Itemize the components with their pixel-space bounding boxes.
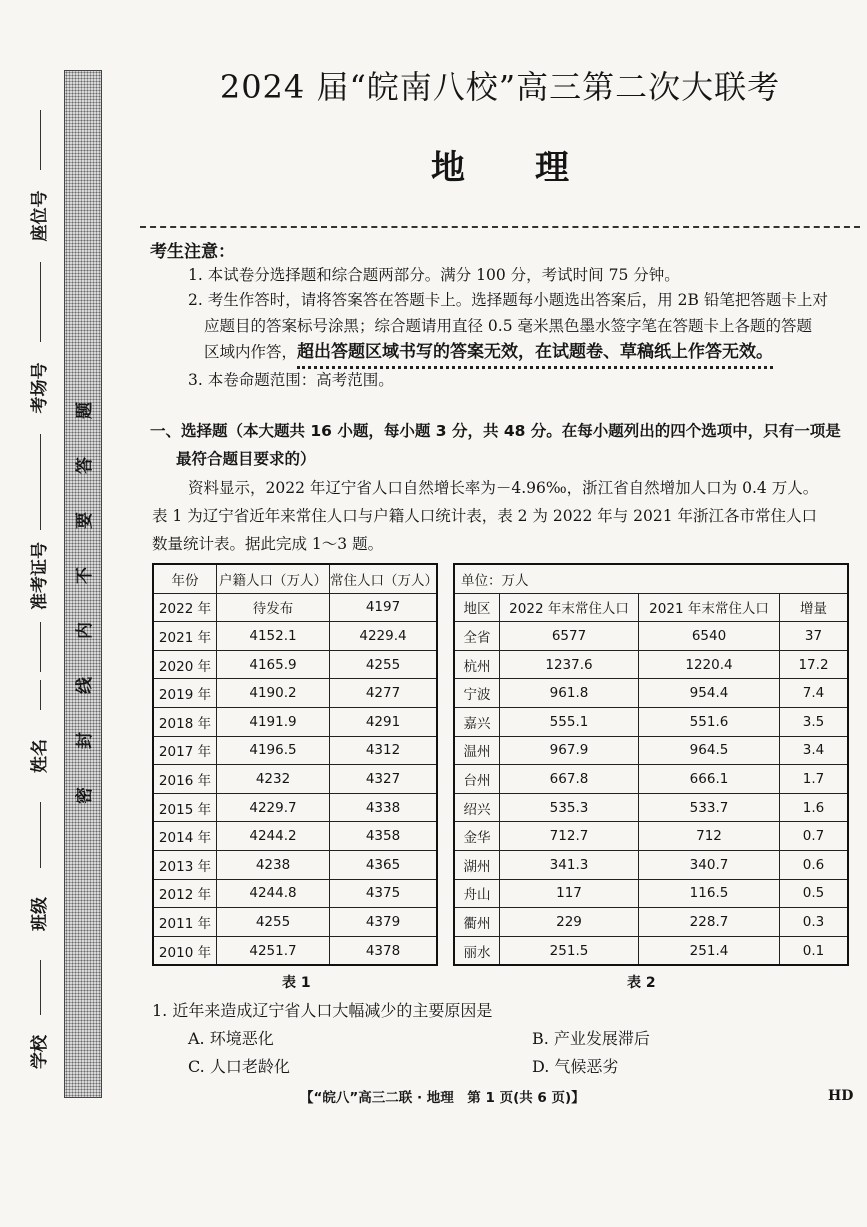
table-cell: 6540 <box>639 622 780 651</box>
table-header: 户籍人口（万人） <box>217 564 330 593</box>
table-cell: 4327 <box>330 765 438 794</box>
table-row <box>153 679 437 708</box>
paper-code: HD <box>828 1088 854 1104</box>
table-cell: 4291 <box>330 707 438 736</box>
table-cell: 温州 <box>454 736 500 765</box>
table-cell: 台州 <box>454 765 500 794</box>
page-footer: 【“皖八”高三二联 · 地理 第 1 页(共 6 页)】 <box>300 1090 585 1106</box>
table-row <box>454 736 848 765</box>
table-cell: 667.8 <box>500 765 639 794</box>
exam-room-label: 考场号 <box>30 362 50 414</box>
table-1 <box>152 563 438 966</box>
table-cell: 杭州 <box>454 650 500 679</box>
table-cell: 4312 <box>330 736 438 765</box>
table-cell: 0.7 <box>780 822 849 851</box>
notice-item-1: 1. 本试卷分选择题和综合题两部分。满分 100 分，考试时间 75 分钟。 <box>188 266 680 284</box>
table-header-row <box>153 564 437 593</box>
table-cell: 3.4 <box>780 736 849 765</box>
table-row <box>153 650 437 679</box>
table-row <box>454 622 848 651</box>
table-1-caption: 表 1 <box>282 975 311 991</box>
class-label: 班级 <box>30 897 50 931</box>
table-cell: 4232 <box>217 765 330 794</box>
table-cell: 17.2 <box>780 650 849 679</box>
table-cell: 341.3 <box>500 850 639 879</box>
table-header: 常住人口（万人） <box>330 564 438 593</box>
exam-title: 2024 届“皖南八校”高三第二次大联考 <box>219 68 781 106</box>
option-a[interactable]: A. 环境恶化 <box>188 1029 274 1048</box>
table-row <box>153 879 437 908</box>
table-cell: 衢州 <box>454 908 500 937</box>
table-row <box>454 822 848 851</box>
school-field[interactable] <box>18 1002 62 1098</box>
option-c[interactable]: C. 人口老龄化 <box>188 1057 290 1076</box>
table-cell: 4358 <box>330 822 438 851</box>
table-row <box>153 593 437 622</box>
material-line-2: 表 1 为辽宁省近年来常住人口与户籍人口统计表，表 2 为 2022 年与 2021 年浙江各市常住人口 <box>152 507 818 525</box>
table-cell: 4255 <box>330 650 438 679</box>
seal-char: 要 <box>74 512 95 529</box>
table-row <box>454 707 848 736</box>
table-cell: 228.7 <box>639 908 780 937</box>
notice-item-2-line-1: 2. 考生作答时，请将答案答在答题卡上。选择题每小题选出答案后，用 2B 铅笔把答题卡上对 <box>188 291 828 309</box>
table-row <box>153 765 437 794</box>
table-row <box>454 650 848 679</box>
table-cell: 961.8 <box>500 679 639 708</box>
table-header-row <box>454 593 848 622</box>
table-cell: 2013 年 <box>153 850 217 879</box>
table-cell: 0.3 <box>780 908 849 937</box>
table-cell: 535.3 <box>500 793 639 822</box>
table-cell: 117 <box>500 879 639 908</box>
table-row <box>153 707 437 736</box>
table-cell: 3.5 <box>780 707 849 736</box>
table-cell: 251.4 <box>639 936 780 965</box>
material-line-1: 资料显示，2022 年辽宁省人口自然增长率为－4.96‰，浙江省自然增加人口为 0.4 万人。 <box>188 479 819 497</box>
dashed-divider <box>140 226 860 228</box>
seal-char: 不 <box>74 567 95 584</box>
table-cell: 0.5 <box>780 879 849 908</box>
school-label: 学校 <box>30 1035 50 1069</box>
table-cell: 2020 年 <box>153 650 217 679</box>
table-row <box>454 879 848 908</box>
seal-char: 密 <box>74 787 95 804</box>
table-cell: 2022 年 <box>153 593 217 622</box>
table-cell: 嘉兴 <box>454 707 500 736</box>
table-row <box>454 908 848 937</box>
name-label: 姓名 <box>30 739 50 773</box>
table-cell: 2011 年 <box>153 908 217 937</box>
table-row <box>153 736 437 765</box>
table-cell: 2014 年 <box>153 822 217 851</box>
seal-char: 线 <box>74 677 95 694</box>
seal-char: 内 <box>74 622 95 639</box>
table-cell: 4196.5 <box>217 736 330 765</box>
table-header: 地区 <box>454 593 500 622</box>
notice-emphasis: 超出答题区域书写的答案无效，在试题卷、草稿纸上作答无效。 <box>297 342 773 369</box>
table-cell: 555.1 <box>500 707 639 736</box>
ticket-label: 准考证号 <box>30 542 50 610</box>
table-1-body <box>153 593 437 965</box>
table-cell: 待发布 <box>217 593 330 622</box>
table-row <box>153 793 437 822</box>
notice-item-2-line-3-a: 区域内作答， <box>204 343 298 361</box>
section-heading-line-2: 最符合题目要求的） <box>176 450 316 468</box>
table-cell: 37 <box>780 622 849 651</box>
table-row <box>153 822 437 851</box>
table-cell: 954.4 <box>639 679 780 708</box>
seal-char: 答 <box>74 457 95 474</box>
table-cell: 551.6 <box>639 707 780 736</box>
table-2-caption: 表 2 <box>627 975 656 991</box>
class-field[interactable] <box>18 838 62 1015</box>
seal-char: 题 <box>74 402 95 419</box>
notice-heading: 考生注意： <box>150 242 235 262</box>
material-line-3: 数量统计表。据此完成 1～3 题。 <box>152 535 384 553</box>
table-cell: 4197 <box>330 593 438 622</box>
table-cell: 4190.2 <box>217 679 330 708</box>
subject-title: 地理 <box>431 148 639 188</box>
table-cell: 0.1 <box>780 936 849 965</box>
table-cell: 251.5 <box>500 936 639 965</box>
table-header: 增量 <box>780 593 849 622</box>
section-heading-line-1: 一、选择题（本大题共 16 小题，每小题 3 分，共 48 分。在每小题列出的四个选项中，只有一项是 <box>150 422 841 440</box>
table-cell: 4191.9 <box>217 707 330 736</box>
table-cell: 2021 年 <box>153 622 217 651</box>
table-cell: 2017 年 <box>153 736 217 765</box>
table-header: 2021 年末常住人口 <box>639 593 780 622</box>
table-cell: 舟山 <box>454 879 500 908</box>
table-cell: 116.5 <box>639 879 780 908</box>
table-cell: 2015 年 <box>153 793 217 822</box>
table-cell: 0.6 <box>780 850 849 879</box>
table-cell: 宁波 <box>454 679 500 708</box>
table-row <box>454 936 848 965</box>
table-row <box>454 850 848 879</box>
name-field[interactable] <box>18 680 62 847</box>
table-cell: 4365 <box>330 850 438 879</box>
table-cell: 湖州 <box>454 850 500 879</box>
table-cell: 4229.7 <box>217 793 330 822</box>
table-cell: 4238 <box>217 850 330 879</box>
exam-room-field[interactable] <box>18 300 62 474</box>
table-2-body <box>454 622 848 966</box>
table-2 <box>453 563 849 966</box>
table-cell: 712 <box>639 822 780 851</box>
table-cell: 4338 <box>330 793 438 822</box>
table-cell: 4244.8 <box>217 879 330 908</box>
table-cell: 1.6 <box>780 793 849 822</box>
table-cell: 1220.4 <box>639 650 780 679</box>
table-cell: 2018 年 <box>153 707 217 736</box>
question-1-stem: 1. 近年来造成辽宁省人口大幅减少的主要原因是 <box>152 1001 493 1020</box>
table-cell: 964.5 <box>639 736 780 765</box>
table-row <box>153 908 437 937</box>
table-cell: 4152.1 <box>217 622 330 651</box>
table-row <box>454 793 848 822</box>
table-cell: 全省 <box>454 622 500 651</box>
table-unit-row <box>454 564 848 593</box>
table-row <box>153 622 437 651</box>
notice-item-2-line-3 <box>204 341 773 364</box>
table-cell: 2019 年 <box>153 679 217 708</box>
table-cell: 4379 <box>330 908 438 937</box>
table-cell: 4165.9 <box>217 650 330 679</box>
table-2-unit: 单位：万人 <box>454 564 848 593</box>
table-cell: 229 <box>500 908 639 937</box>
table-cell: 4251.7 <box>217 936 330 965</box>
table-header: 2022 年末常住人口 <box>500 593 639 622</box>
table-row <box>153 936 437 965</box>
table-cell: 712.7 <box>500 822 639 851</box>
table-cell: 6577 <box>500 622 639 651</box>
table-cell: 2012 年 <box>153 879 217 908</box>
table-cell: 4378 <box>330 936 438 965</box>
option-d[interactable]: D. 气候恶劣 <box>532 1057 619 1076</box>
table-cell: 1237.6 <box>500 650 639 679</box>
table-cell: 1.7 <box>780 765 849 794</box>
table-cell: 2010 年 <box>153 936 217 965</box>
table-cell: 666.1 <box>639 765 780 794</box>
seal-warning <box>64 398 100 808</box>
table-cell: 金华 <box>454 822 500 851</box>
table-cell: 7.4 <box>780 679 849 708</box>
table-cell: 4255 <box>217 908 330 937</box>
seal-char: 封 <box>74 732 95 749</box>
table-cell: 967.9 <box>500 736 639 765</box>
table-header: 年份 <box>153 564 217 593</box>
option-b[interactable]: B. 产业发展滞后 <box>532 1029 650 1048</box>
table-cell: 丽水 <box>454 936 500 965</box>
notice-item-3: 3. 本卷命题范围：高考范围。 <box>188 371 394 389</box>
ticket-field[interactable] <box>18 470 62 672</box>
table-cell: 4375 <box>330 879 438 908</box>
table-row <box>454 679 848 708</box>
table-cell: 2016 年 <box>153 765 217 794</box>
table-cell: 4229.4 <box>330 622 438 651</box>
table-row <box>153 850 437 879</box>
table-cell: 4244.2 <box>217 822 330 851</box>
seat-label: 座位号 <box>30 190 50 242</box>
table-cell: 533.7 <box>639 793 780 822</box>
table-cell: 340.7 <box>639 850 780 879</box>
table-cell: 绍兴 <box>454 793 500 822</box>
table-cell: 4277 <box>330 679 438 708</box>
notice-item-2-line-2: 应题目的答案标号涂黑；综合题请用直径 0.5 毫米黑色墨水签字笔在答题卡上各题的答题 <box>204 317 813 335</box>
table-row <box>454 765 848 794</box>
seat-field[interactable] <box>18 110 62 322</box>
